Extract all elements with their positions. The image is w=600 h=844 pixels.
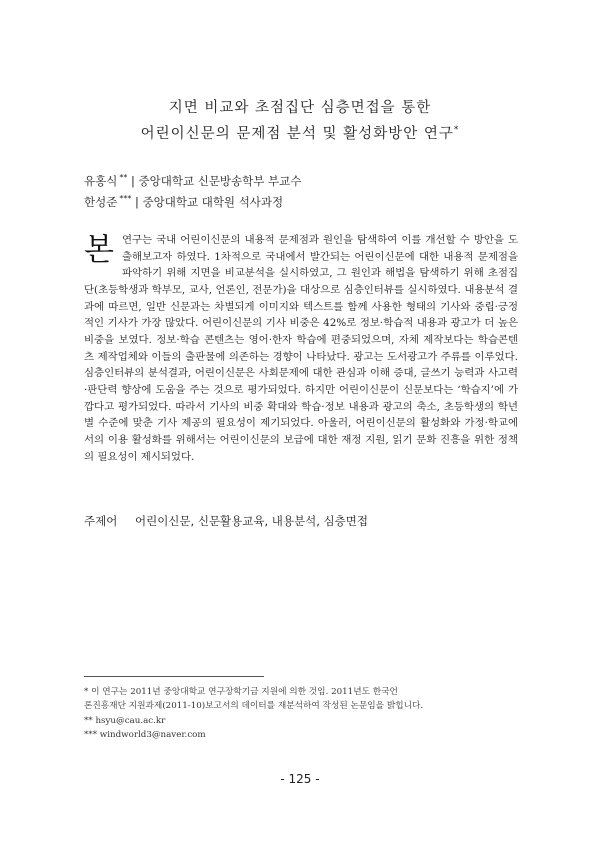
abstract (84, 232, 518, 465)
author-1 (84, 173, 301, 189)
author-2-affiliation: | 중앙대학교 대학원 석사과정 (134, 195, 284, 209)
paper-title-line-1: 지면 비교와 초점집단 심층면접을 통한 (168, 100, 432, 116)
keywords-text: 어린이신문, 신문활용교육, 내용분석, 심층면접 (134, 514, 368, 528)
author-2-name: 한성준 (84, 195, 118, 209)
page-number: - 125 - (280, 772, 320, 786)
author-1-mark: ** (119, 173, 128, 183)
author-2 (84, 194, 283, 210)
footnotes (84, 685, 518, 743)
abstract-dropcap: 본 (84, 232, 114, 268)
footnote-3: *** windworld3@naver.com (84, 730, 206, 741)
keywords-label: 주제어 (84, 514, 118, 528)
author-1-name: 유홍식 (84, 174, 118, 188)
footnote-2: ** hsyu@cau.ac.kr (84, 715, 166, 726)
title-footnote-mark: * (453, 125, 460, 136)
footnote-1a: * 이 연구는 2011년 중앙대학교 연구장학기금 지원에 의한 것임. 2011년도 한국언 (84, 687, 398, 697)
footnote-divider (84, 676, 264, 677)
abstract-text: 연구는 국내 어린이신문의 내용적 문제점과 원인을 탐색하여 이를 개선할 수 방안을 도출해보고자 하였다. 1차적으로 국내에서 발간되는 어린이신문에 대한 내용적 문제점을 파악하기 위해 지면을 비교분석을 실시하였고, 그 원인과 해법을 탐색하기 위해 초점집단(초등학생과 학부모, 교사, 언론인, 전문가)을 대상으로 심층인터뷰를 실시하였다. 내용분석 결과에 따르면, 일반 신문과는 차별되게 이미지와 텍스트를 함께 사용한 형태의 기사와 중립·긍정적인 기사가 가장 많았다. 어린이신문의 기사 비중은 42%로 정보·학습적 내용과 광고가 더 높은 비중을 보였다. 정보·학습 콘텐츠는 영어·한자 학습에 편중되었으며, 자체 제작보다는 학습콘텐츠 제작업체와 이들의 출판물에 의존하는 경향이 나타났다. 광고는 도서광고가 주류를 이루었다. 심층인터뷰의 분석결과, 어린이신문은 사회문제에 대한 관심과 이해 증대, 글쓰기 능력과 사고력·판단력 향상에 도움을 주는 것으로 평가되었다. 하지만 어린이신문이 신문보다는 ‘학습지’에 가깝다고 평가되었다. 따라서 기사의 비중 확대와 학습·정보 내용과 광고의 축소, 초등학생의 학년별 수준에 맞춘 기사 제공의 필요성이 제기되었다. 아울러, 어린이신문의 활성화와 가정·학교에서의 이용 활성화를 위해서는 어린이신문의 보급에 대한 재정 지원, 읽기 문화 진흥을 위한 정책의 필요성이 제시되었다. (84, 234, 518, 463)
paper-title-line-2-text: 어린이신문의 문제점 분석 및 활성화방안 연구 (140, 126, 454, 142)
author-1-affiliation: | 중앙대학교 신문방송학부 부교수 (130, 174, 302, 188)
keywords (84, 513, 368, 529)
paper-title-line-2 (60, 122, 540, 143)
author-2-mark: *** (119, 194, 132, 204)
footnote-1b: 론진흥재단 지원과제(2011-10)보고서의 데이터를 재분석하여 작성된 논문임을 밝힙니다. (84, 701, 424, 712)
